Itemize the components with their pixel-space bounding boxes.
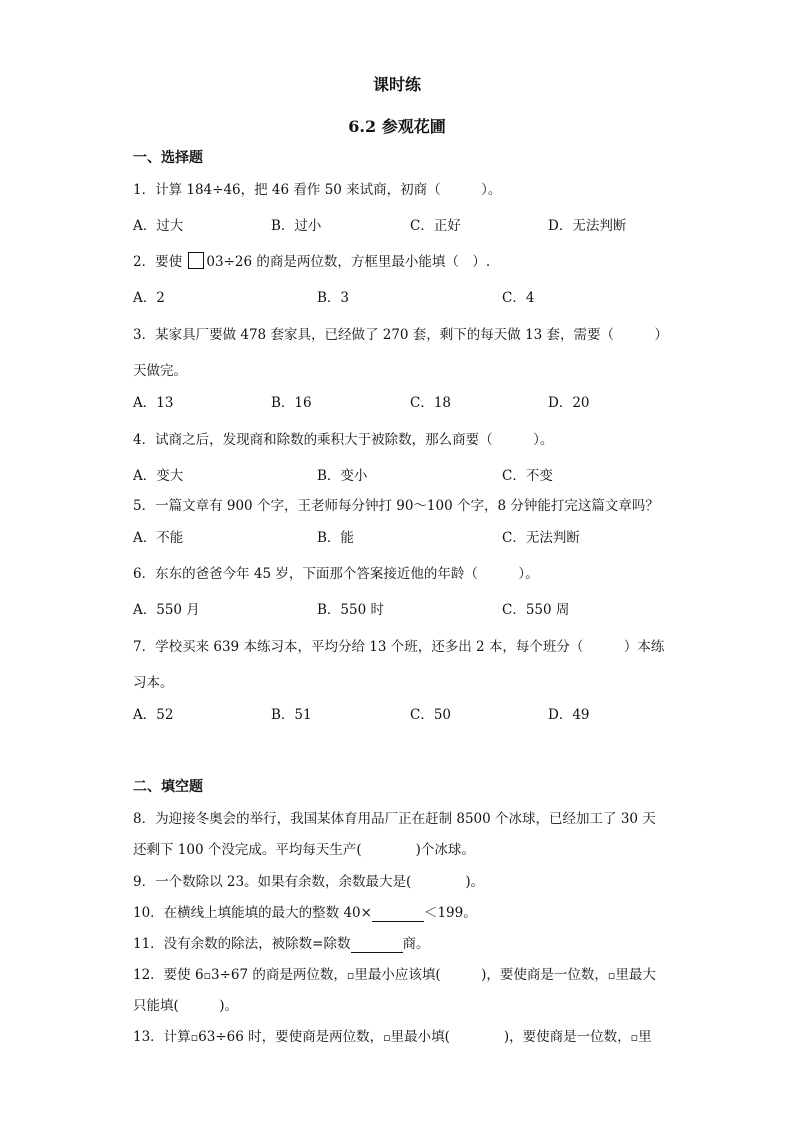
q13-text-a: 13．计算 [133, 1029, 191, 1045]
section-choice-title: 一、选择题 [133, 150, 203, 166]
question-4: 4．试商之后，发现商和除数的乘积大于被除数，那么商要（ ）。 [133, 432, 554, 448]
blank-box [188, 252, 204, 269]
q5-option-b: B．能 [317, 530, 354, 546]
question-3-line1: 3．某家具厂要做 478 套家具，已经做了 270 套，剩下的每天做 13 套，需要（ ） [133, 327, 669, 343]
q11-text-post: 商。 [402, 936, 430, 952]
section-fill-title: 二、填空题 [133, 779, 203, 795]
q11-text-pre: 11．没有余数的除法，被除数=除数 [133, 936, 351, 952]
question-8-line2: 还剩下 100 个没完成。平均每天生产( )个冰球。 [133, 842, 475, 858]
page-title: 课时练 [372, 75, 421, 94]
q13-text-c: 里最小填( )，要使商是一位数， [390, 1029, 631, 1045]
q12-text-c: 里最小应该填( )，要使商是一位数， [354, 967, 608, 983]
q7-option-b: B．51 [271, 707, 312, 723]
square-placeholder-icon: ▫ [630, 1031, 639, 1044]
square-placeholder-icon: ▫ [607, 969, 616, 982]
q1-option-b: B．过小 [271, 218, 322, 234]
q6-option-a: A．550 月 [133, 602, 200, 618]
square-placeholder-icon: ▫ [346, 969, 355, 982]
question-13 [133, 1025, 652, 1045]
q1-option-c: C．正好 [410, 218, 461, 234]
q6-option-b: B．550 时 [317, 602, 384, 618]
question-7-line2: 习本。 [133, 675, 174, 691]
q3-option-c: C．18 [410, 395, 452, 411]
q3-option-b: B．16 [271, 395, 312, 411]
lesson-title: 6.2 参观花圃 [348, 117, 446, 136]
question-9: 9．一个数除以 23。如果有余数，余数最大是( )。 [133, 874, 485, 890]
q1-option-a: A．过大 [133, 218, 184, 234]
q5-option-a: A．不能 [133, 530, 184, 546]
q7-option-a: A．52 [133, 707, 174, 723]
question-1: 1．计算 184÷46，把 46 看作 50 来试商，初商（ ）。 [133, 182, 502, 198]
q12-text-b: 3÷67 的商是两位数， [211, 967, 347, 983]
q1-option-d: D．无法判断 [548, 218, 627, 234]
question-8-line1: 8．为迎接冬奥会的举行，我国某体育用品厂正在赶制 8500 个冰球，已经加工了 30 天 [133, 811, 656, 827]
q12-text-d: 里最大 [615, 967, 656, 983]
question-6: 6．东东的爸爸今年 45 岁，下面那个答案接近他的年龄（ ）。 [133, 566, 539, 582]
q7-option-c: C．50 [410, 707, 452, 723]
square-placeholder-icon: ▫ [190, 1031, 199, 1044]
q3-option-d: D．20 [548, 395, 590, 411]
question-3-line2: 天做完。 [133, 363, 187, 379]
answer-blank [372, 905, 424, 922]
square-placeholder-icon: ▫ [203, 969, 212, 982]
q2-option-c: C．4 [502, 290, 535, 306]
answer-blank [351, 936, 403, 953]
question-12-line2: 只能填( )。 [133, 998, 239, 1014]
question-11 [133, 932, 430, 953]
q13-text-b: 63÷66 时，要使商是两位数， [198, 1029, 384, 1045]
question-2 [133, 250, 490, 270]
q10-text-post: ＜199。 [423, 905, 477, 921]
q2-option-a: A．2 [133, 290, 165, 306]
q2-text-post: 03÷26 的商是两位数，方框里最小能填（ ）. [206, 254, 491, 270]
q2-option-b: B．3 [317, 290, 350, 306]
q5-option-c: C．无法判断 [502, 530, 580, 546]
q4-option-b: B．变小 [317, 468, 368, 484]
q2-text-pre: 2．要使 [133, 254, 183, 270]
question-5: 5．一篇文章有 900 个字，王老师每分钟打 90～100 个字，8 分钟能打完这篇文章吗？ [133, 498, 659, 514]
q3-option-a: A．13 [133, 395, 174, 411]
square-placeholder-icon: ▫ [383, 1031, 391, 1044]
q6-option-c: C．550 周 [502, 602, 570, 618]
question-7-line1: 7．学校买来 639 本练习本，平均分给 13 个班，还多出 2 本，每个班分（ ）本练 [133, 639, 665, 655]
q4-option-a: A．变大 [133, 468, 184, 484]
q13-text-d: 里 [638, 1029, 652, 1045]
q4-option-c: C．不变 [502, 468, 553, 484]
q12-text-a: 12．要使 6 [133, 967, 204, 983]
q10-text-pre: 10．在横线上填能填的最大的整数 40× [133, 905, 372, 921]
q7-option-d: D．49 [548, 707, 590, 723]
question-12-line1 [133, 963, 656, 983]
question-10 [133, 901, 477, 922]
